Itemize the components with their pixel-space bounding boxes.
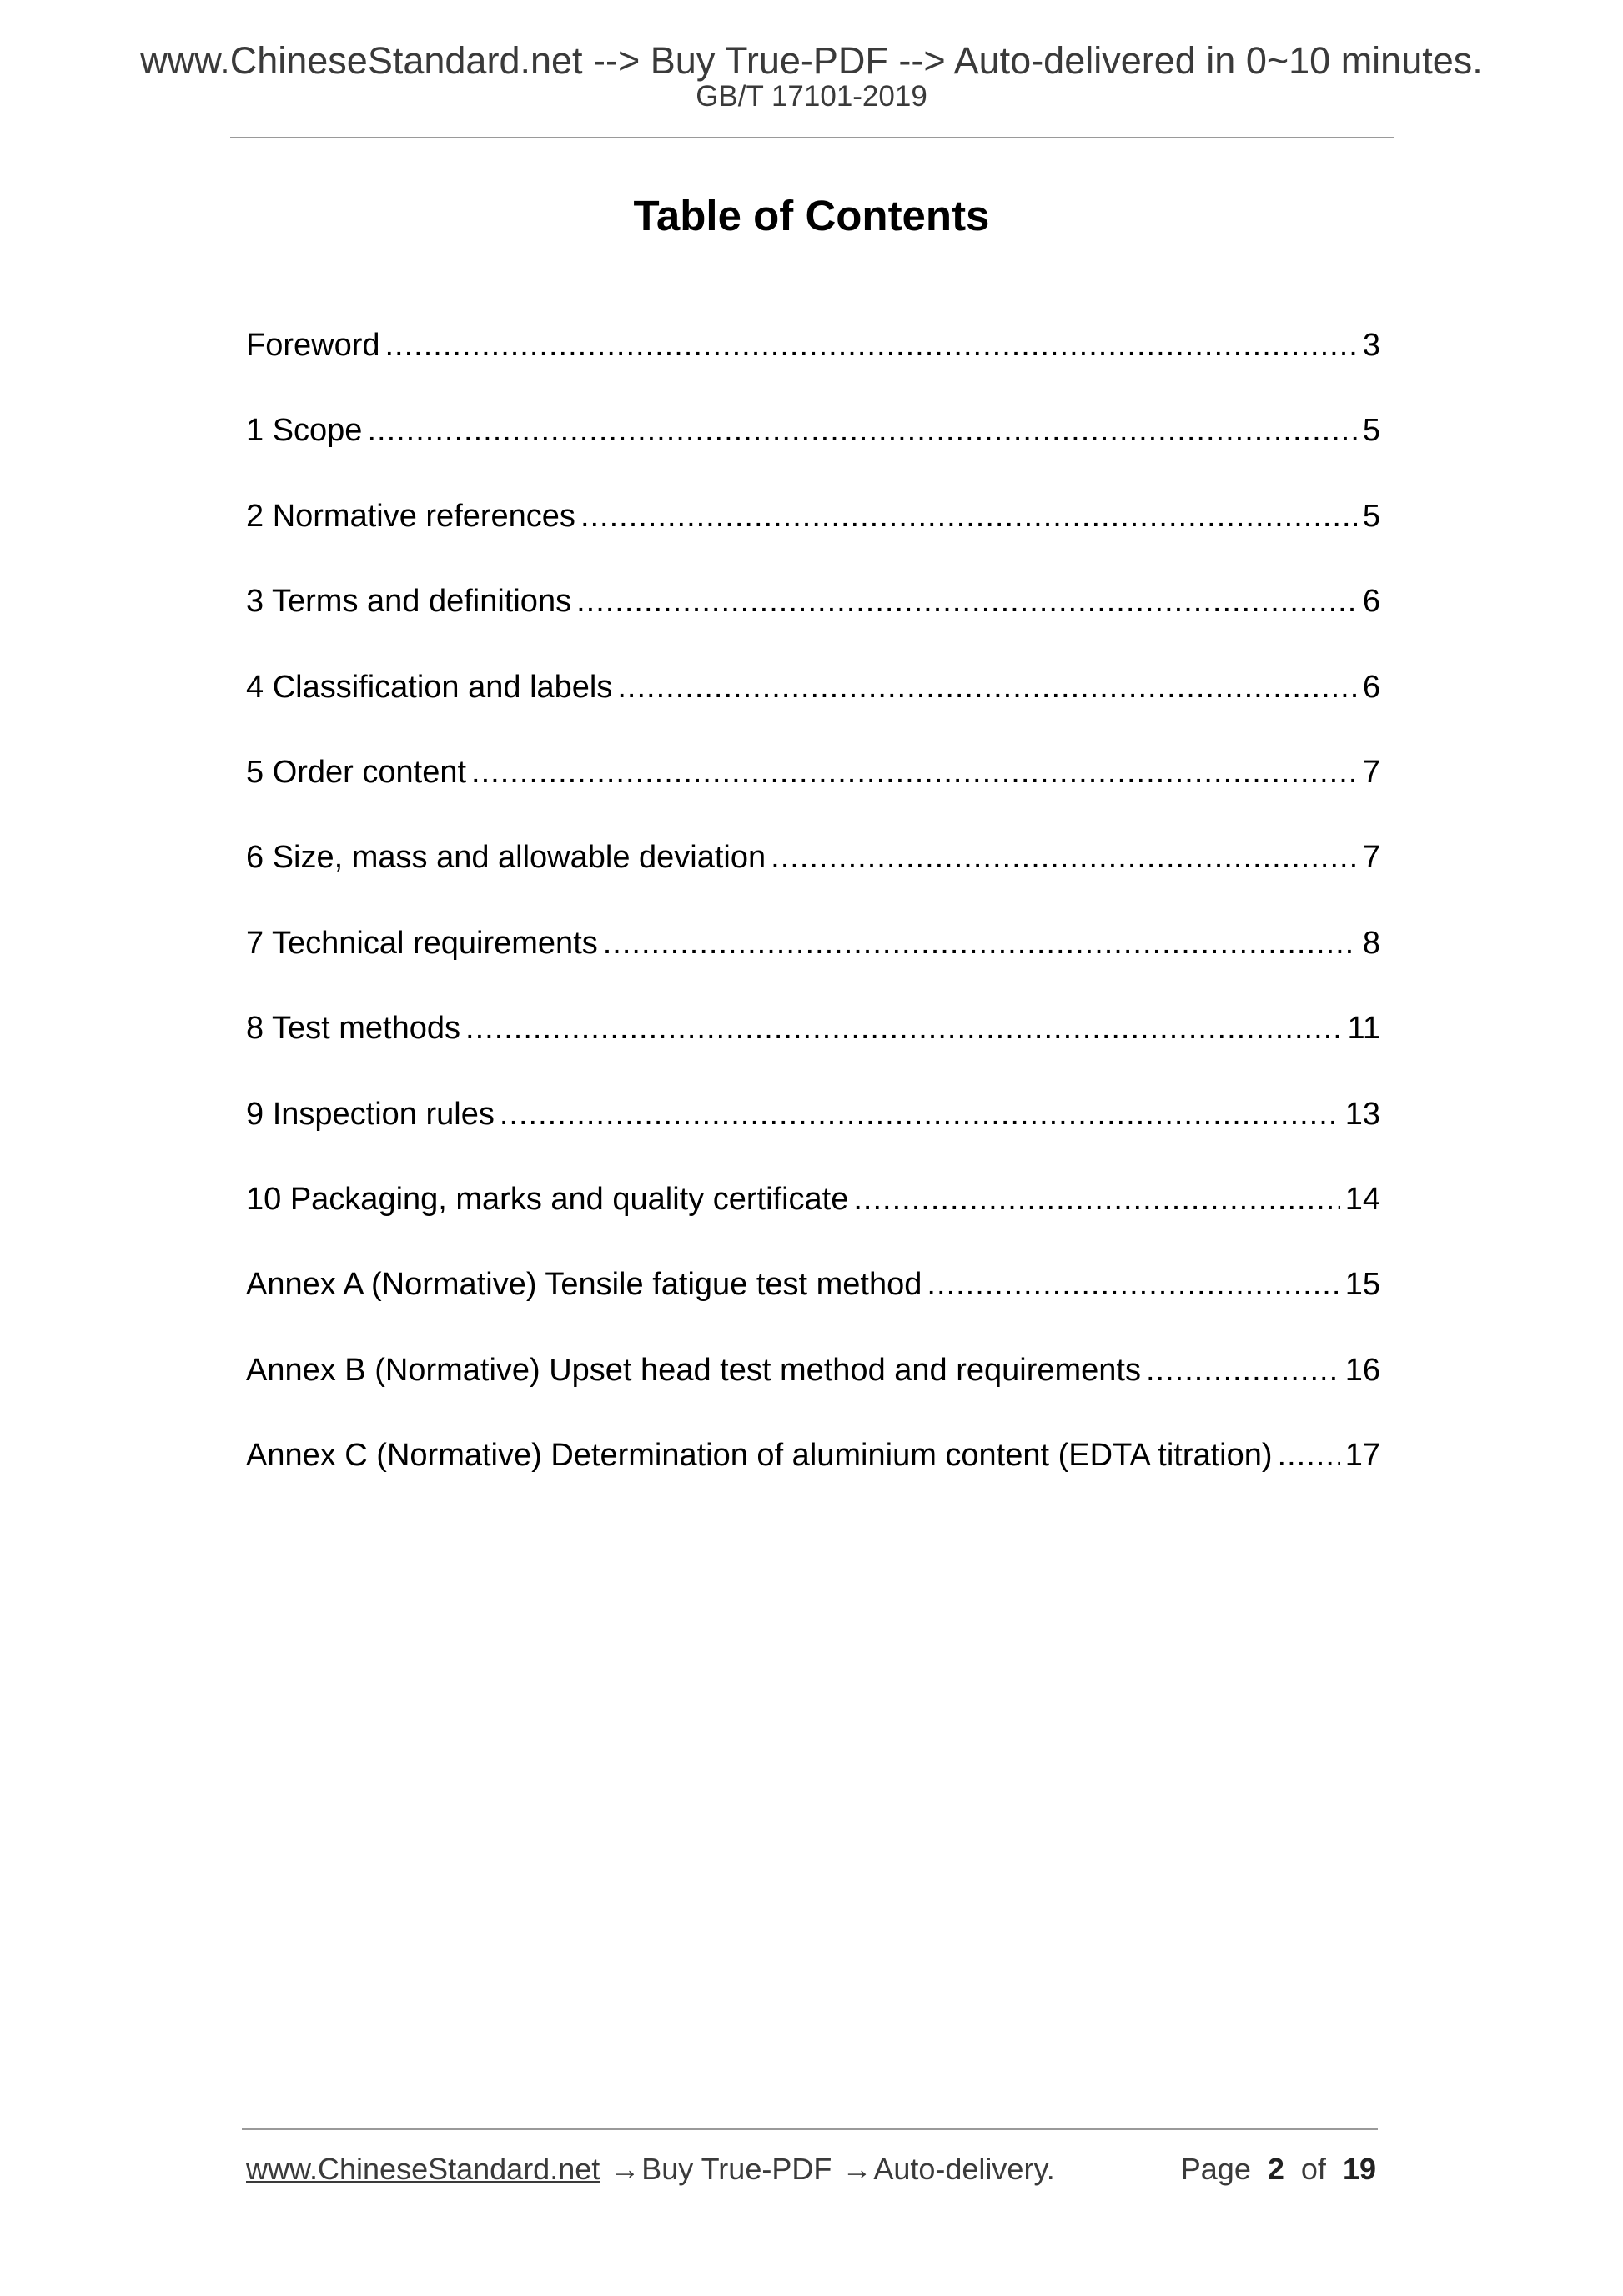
toc-entry-label: Annex A (Normative) Tensile fatigue test method — [246, 1267, 922, 1303]
total-pages-number: 19 — [1342, 2152, 1376, 2186]
toc-dot-leader — [576, 580, 1357, 623]
toc-entry-size-mass-deviation[interactable] — [246, 836, 1380, 921]
toc-entry-packaging-marks-certificate[interactable] — [246, 1178, 1380, 1263]
page-of-word: of — [1300, 2152, 1326, 2186]
toc-entry-normative-references[interactable] — [246, 495, 1380, 580]
toc-entry-test-methods[interactable] — [246, 1007, 1380, 1092]
toc-entry-page: 11 — [1347, 1011, 1380, 1047]
toc-dot-leader — [385, 324, 1358, 367]
toc-entry-scope[interactable] — [246, 409, 1380, 494]
toc-entry-page: 16 — [1344, 1352, 1380, 1388]
toc-dot-leader — [617, 666, 1357, 709]
header-banner: www.ChineseStandard.net --> Buy True-PDF --> Auto-delivered in 0~10 minutes. — [140, 39, 1483, 82]
toc-dot-leader — [853, 1178, 1339, 1221]
toc-entry-page: 5 — [1362, 413, 1380, 449]
header-divider — [230, 137, 1394, 138]
document-code: GB/T 17101-2019 — [696, 80, 927, 113]
page-indicator — [1181, 2154, 1376, 2184]
toc-entry-page: 7 — [1362, 840, 1380, 876]
toc-entry-label: Annex C (Normative) Determination of aluminium content (EDTA titration) — [246, 1438, 1273, 1474]
toc-dot-leader — [500, 1093, 1340, 1136]
toc-entry-label: 1 Scope — [246, 413, 363, 449]
toc-entry-page: 13 — [1344, 1096, 1380, 1132]
toc-entry-page: 15 — [1344, 1267, 1380, 1303]
footer-divider — [242, 2128, 1378, 2130]
toc-entry-order-content[interactable] — [246, 751, 1380, 836]
toc-entry-page: 7 — [1362, 754, 1380, 790]
toc-dot-leader — [465, 1007, 1343, 1050]
toc-entry-technical-requirements[interactable] — [246, 922, 1380, 1007]
toc-entry-terms-and-definitions[interactable] — [246, 580, 1380, 665]
toc-dot-leader — [580, 495, 1357, 538]
toc-entry-page: 5 — [1362, 498, 1380, 534]
footer-delivery-text: Auto-delivery. — [873, 2152, 1055, 2186]
toc-entry-label: Annex B (Normative) Upset head test method and requirements — [246, 1352, 1141, 1388]
toc-entry-page: 17 — [1344, 1438, 1380, 1474]
toc-entry-page: 6 — [1362, 584, 1380, 620]
toc-entry-page: 6 — [1362, 669, 1380, 705]
toc-entry-page: 8 — [1362, 925, 1380, 961]
toc-dot-leader — [471, 751, 1357, 794]
footer-site-link[interactable]: www.ChineseStandard.net — [246, 2152, 600, 2186]
toc-dot-leader — [927, 1263, 1339, 1306]
toc-entry-page: 3 — [1362, 328, 1380, 363]
toc-entry-label: 3 Terms and definitions — [246, 584, 572, 620]
toc-entry-label: 5 Order content — [246, 754, 467, 790]
toc-entry-label: 2 Normative references — [246, 498, 575, 534]
page-footer — [246, 2154, 1376, 2184]
current-page-number: 2 — [1267, 2152, 1284, 2186]
toc-entry-annex-b[interactable] — [246, 1349, 1380, 1434]
toc-entry-label: 7 Technical requirements — [246, 925, 598, 961]
toc-entry-inspection-rules[interactable] — [246, 1093, 1380, 1178]
toc-dot-leader — [367, 409, 1357, 452]
arrow-right-icon: → — [610, 2152, 641, 2186]
toc-entry-annex-c[interactable] — [246, 1434, 1380, 1519]
toc-entry-label: Foreword — [246, 328, 380, 363]
toc-dot-leader — [603, 922, 1357, 965]
footer-buy-text: Buy True-PDF — [641, 2152, 832, 2186]
toc-entry-label: 9 Inspection rules — [246, 1096, 495, 1132]
toc-title: Table of Contents — [633, 192, 990, 239]
toc-entry-label: 10 Packaging, marks and quality certificate — [246, 1181, 849, 1217]
arrow-right-icon: → — [842, 2152, 872, 2186]
toc-dot-leader — [771, 836, 1357, 879]
toc-entry-foreword[interactable] — [246, 324, 1380, 409]
page-word: Page — [1180, 2152, 1251, 2186]
toc-entry-label: 6 Size, mass and allowable deviation — [246, 840, 766, 876]
toc-list — [246, 324, 1380, 1519]
toc-dot-leader — [1278, 1434, 1340, 1477]
toc-entry-label: 8 Test methods — [246, 1011, 461, 1047]
toc-entry-annex-a[interactable] — [246, 1263, 1380, 1348]
toc-entry-page: 14 — [1344, 1181, 1380, 1217]
toc-dot-leader — [1146, 1349, 1340, 1392]
toc-entry-classification-and-labels[interactable] — [246, 666, 1380, 751]
toc-entry-label: 4 Classification and labels — [246, 669, 613, 705]
